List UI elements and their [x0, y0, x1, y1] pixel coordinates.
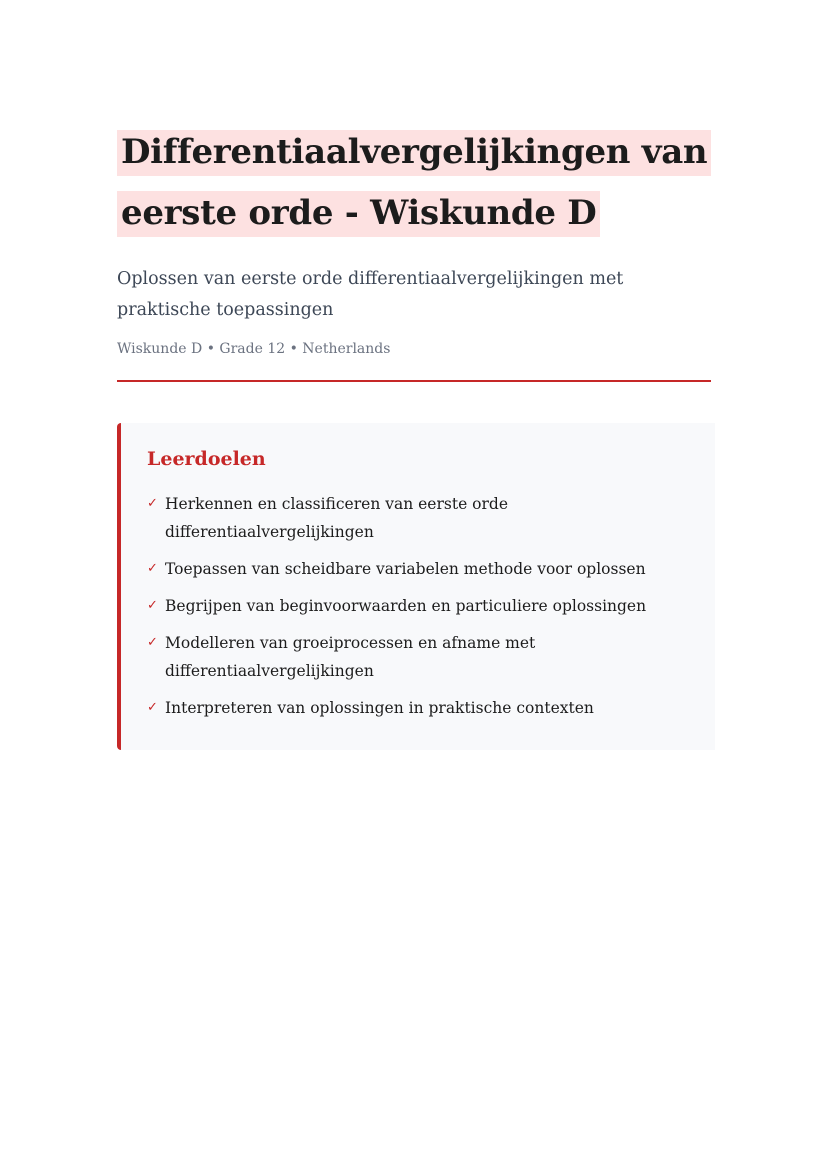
checkmark-icon: ✓ — [147, 700, 158, 715]
list-item — [147, 629, 695, 685]
learning-objectives-panel — [117, 423, 715, 750]
checkmark-icon: ✓ — [147, 635, 158, 650]
objective-text: Interpreteren van oplossingen in praktische contexten — [165, 699, 594, 717]
learning-objectives-title: Leerdoelen — [147, 448, 266, 470]
page-meta: Wiskunde D • Grade 12 • Netherlands — [117, 341, 391, 357]
list-item — [147, 490, 695, 546]
objective-text: Herkennen en classificeren van eerste orde differentiaalvergelijkingen — [165, 495, 509, 541]
list-item — [147, 555, 695, 583]
list-item — [147, 592, 695, 620]
document-page — [117, 122, 711, 750]
page-title-text: Differentiaalvergelijkingen van eerste orde - Wiskunde D — [117, 130, 711, 237]
checkmark-icon: ✓ — [147, 598, 158, 613]
checkmark-icon: ✓ — [147, 496, 158, 511]
header-divider — [117, 380, 711, 382]
objective-text: Modelleren van groeiprocessen en afname met differentiaalvergelijkingen — [165, 634, 536, 680]
page-title — [117, 122, 711, 244]
learning-objectives-list — [147, 490, 695, 722]
checkmark-icon: ✓ — [147, 561, 158, 576]
objective-text: Begrijpen van beginvoorwaarden en particuliere oplossingen — [165, 597, 647, 615]
list-item — [147, 694, 695, 722]
objective-text: Toepassen van scheidbare variabelen methode voor oplossen — [165, 560, 646, 578]
page-subtitle: Oplossen van eerste orde differentiaalvergelijkingen met praktische toepassingen — [117, 269, 624, 320]
